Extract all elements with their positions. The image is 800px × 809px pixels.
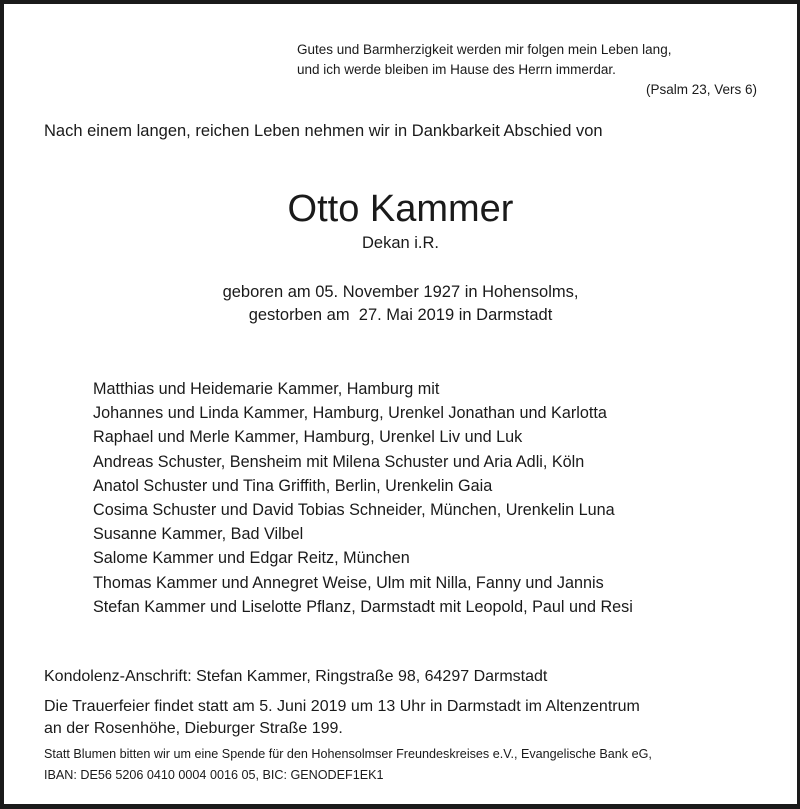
mourner-entry: Susanne Kammer, Bad Vilbel bbox=[93, 525, 304, 544]
mourner-entry: Thomas Kammer und Annegret Weise, Ulm mit Nilla, Fanny und Jannis bbox=[93, 573, 604, 592]
mourner-entry: Stefan Kammer und Liselotte Pflanz, Darmstadt mit Leopold, Paul und Resi bbox=[93, 597, 633, 616]
death-date: gestorben am 27. Mai 2019 in Darmstadt bbox=[248, 306, 553, 324]
deceased-name: Otto Kammer bbox=[287, 188, 514, 230]
bank-details: IBAN: DE56 5206 0410 0004 0016 05, BIC: GENODEF1EK1 bbox=[44, 768, 384, 782]
ceremony-line-2: an der Rosenhöhe, Dieburger Straße 199. bbox=[44, 720, 343, 737]
mourner-entry: Matthias und Heidemarie Kammer, Hamburg mit bbox=[93, 380, 440, 398]
psalm-line-2: und ich werde bleiben im Hause des Herrn immerdar. bbox=[297, 62, 616, 77]
obituary-notice bbox=[4, 4, 797, 804]
donation-info bbox=[44, 744, 794, 786]
mourners-list bbox=[93, 377, 633, 619]
psalm-quote bbox=[297, 40, 757, 100]
psalm-reference: (Psalm 23, Vers 6) bbox=[645, 82, 757, 97]
mourner-entry: Andreas Schuster, Bensheim mit Milena Schuster und Aria Adli, Köln bbox=[93, 452, 585, 471]
ceremony-info bbox=[44, 696, 774, 740]
mourner-entry: Johannes und Linda Kammer, Hamburg, Urenkel Jonathan und Karlotta bbox=[93, 404, 607, 423]
condolence-address: Kondolenz-Anschrift: Stefan Kammer, Ringstraße 98, 64297 Darmstadt bbox=[44, 668, 548, 685]
mourner-entry: Cosima Schuster und David Tobias Schneider, München, Urenkelin Luna bbox=[93, 501, 615, 520]
donation-line-1: Statt Blumen bitten wir um eine Spende für den Hohensolmser Freundeskreises e.V., Evangelische Bank eG, bbox=[44, 747, 652, 761]
life-dates bbox=[4, 281, 797, 327]
mourner-entry: Anatol Schuster und Tina Griffith, Berlin, Urenkelin Gaia bbox=[93, 476, 493, 495]
mourner-entry: Raphael und Merle Kammer, Hamburg, Urenkel Liv und Luk bbox=[93, 428, 523, 447]
ceremony-line-1: Die Trauerfeier findet statt am 5. Juni 2019 um 13 Uhr in Darmstadt im Altenzentrum bbox=[44, 698, 640, 715]
deceased-title: Dekan i.R. bbox=[361, 234, 440, 252]
mourner-entry: Salome Kammer und Edgar Reitz, München bbox=[93, 549, 410, 568]
intro-text: Nach einem langen, reichen Leben nehmen wir in Dankbarkeit Abschied von bbox=[44, 122, 603, 140]
birth-date: geboren am 05. November 1927 in Hohensolms, bbox=[222, 283, 579, 301]
psalm-line-1: Gutes und Barmherzigkeit werden mir folgen mein Leben lang, bbox=[297, 42, 672, 57]
